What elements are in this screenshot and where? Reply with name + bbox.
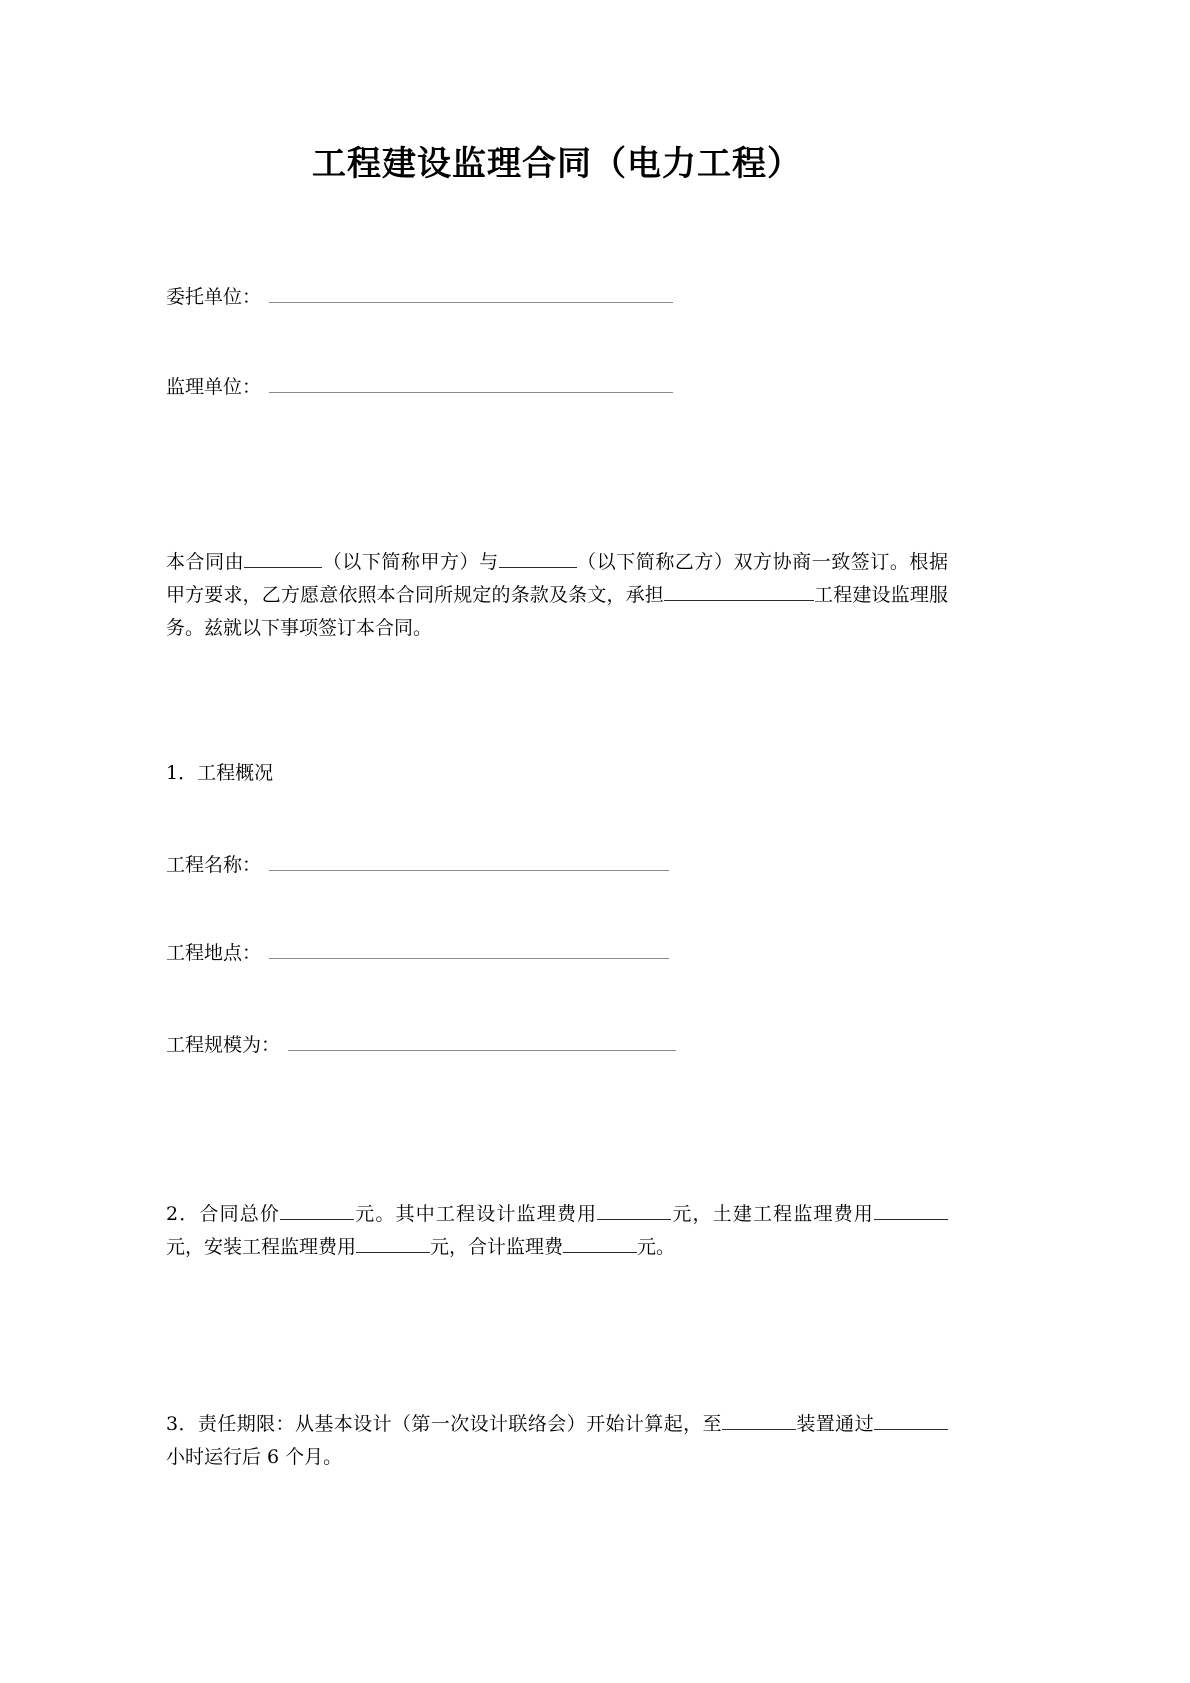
field-row-client [166,282,948,312]
preamble-blank-project[interactable] [664,585,814,601]
spacer-before-clause-1 [166,645,948,757]
preamble-text-d: 根据甲方要求，乙方愿意依照本合同所规定的条款及条文，承担 [166,551,948,607]
field-label-supervisor: 监理单位： [166,376,262,399]
field-input-project-location[interactable] [269,941,669,959]
field-label-project-scale: 工程规模为： [166,1034,281,1057]
clause-3-blank-hours[interactable] [874,1414,948,1430]
preamble-text-c: （以下简称乙方）双方协商一致签订。 [576,551,910,574]
field-row-project-location [166,938,948,968]
clause-2-blank-design-fee[interactable] [597,1204,671,1220]
spacer-project-location-scale [166,968,948,1030]
field-label-project-name: 工程名称： [166,854,262,877]
document-content [166,0,948,1474]
spacer-before-clause-3 [166,1264,948,1374]
clause-2-paragraph [166,1198,948,1264]
preamble-paragraph [166,546,948,645]
preamble-blank-party-a[interactable] [244,552,322,568]
clause-2-text-3: 元，土建工程监理费用 [671,1203,874,1226]
clause-2-text-4: 元，安装工程监理费用 [166,1236,357,1259]
field-row-project-name [166,850,948,880]
field-label-client: 委托单位： [166,286,262,309]
spacer-between-parties [166,312,948,372]
clause-2-number: 2． [166,1203,200,1226]
preamble-text-b: （以下简称甲方）与 [322,551,499,574]
clause-1-title: 工程概况 [197,762,274,785]
clause-1-heading [166,757,948,790]
preamble-text-a: 本合同由 [166,551,245,574]
field-input-client[interactable] [269,285,673,303]
field-input-project-name[interactable] [269,853,669,871]
spacer-after-clause-1-heading [166,790,948,850]
clause-2-text-2: 元。其中工程设计监理费用 [354,1203,598,1226]
preamble-text-f: 设监理服务。兹就以下事项签订本合同。 [166,584,948,640]
clause-1-number: 1． [166,762,198,785]
clause-2-blank-install-fee[interactable] [356,1237,430,1253]
spacer-before-preamble [166,402,948,502]
field-row-supervisor [166,372,948,402]
field-input-supervisor[interactable] [269,375,673,393]
clause-2-blank-total-fee[interactable] [563,1237,637,1253]
clause-2-text-6: 元。 [637,1236,676,1259]
spacer-project-name-location [166,880,948,938]
preamble-text-e: 工程建 [813,584,872,607]
clause-3-text-1: 责任期限：从基本设计（第一次设计联络会）开始计算起，至 [197,1413,722,1436]
preamble-blank-party-b[interactable] [499,552,577,568]
spacer-after-title [166,186,948,282]
clause-3-text-2: 装置通过 [795,1413,874,1436]
page-title: 工程建设监理合同（电力工程） [312,144,802,184]
field-label-project-location: 工程地点： [166,942,262,965]
field-input-project-scale[interactable] [288,1033,676,1051]
spacer-extra-clause-2 [166,1164,948,1198]
clause-2-text-5: 元，合计监理费 [430,1236,564,1259]
spacer-before-clause-2 [166,1060,948,1164]
clause-3-blank-device[interactable] [722,1414,796,1430]
clause-3-number: 3． [166,1413,198,1436]
clause-2-blank-civil-fee[interactable] [874,1204,948,1220]
clause-2-text-1: 合同总价 [199,1203,281,1226]
clause-3-paragraph [166,1408,948,1474]
spacer-extra-clause-3 [166,1374,948,1408]
field-row-project-scale [166,1030,948,1060]
clause-2-blank-total[interactable] [280,1204,354,1220]
spacer-extra-preamble [166,502,948,546]
clause-3-text-3: 小时运行后 6 个月。 [166,1446,343,1469]
